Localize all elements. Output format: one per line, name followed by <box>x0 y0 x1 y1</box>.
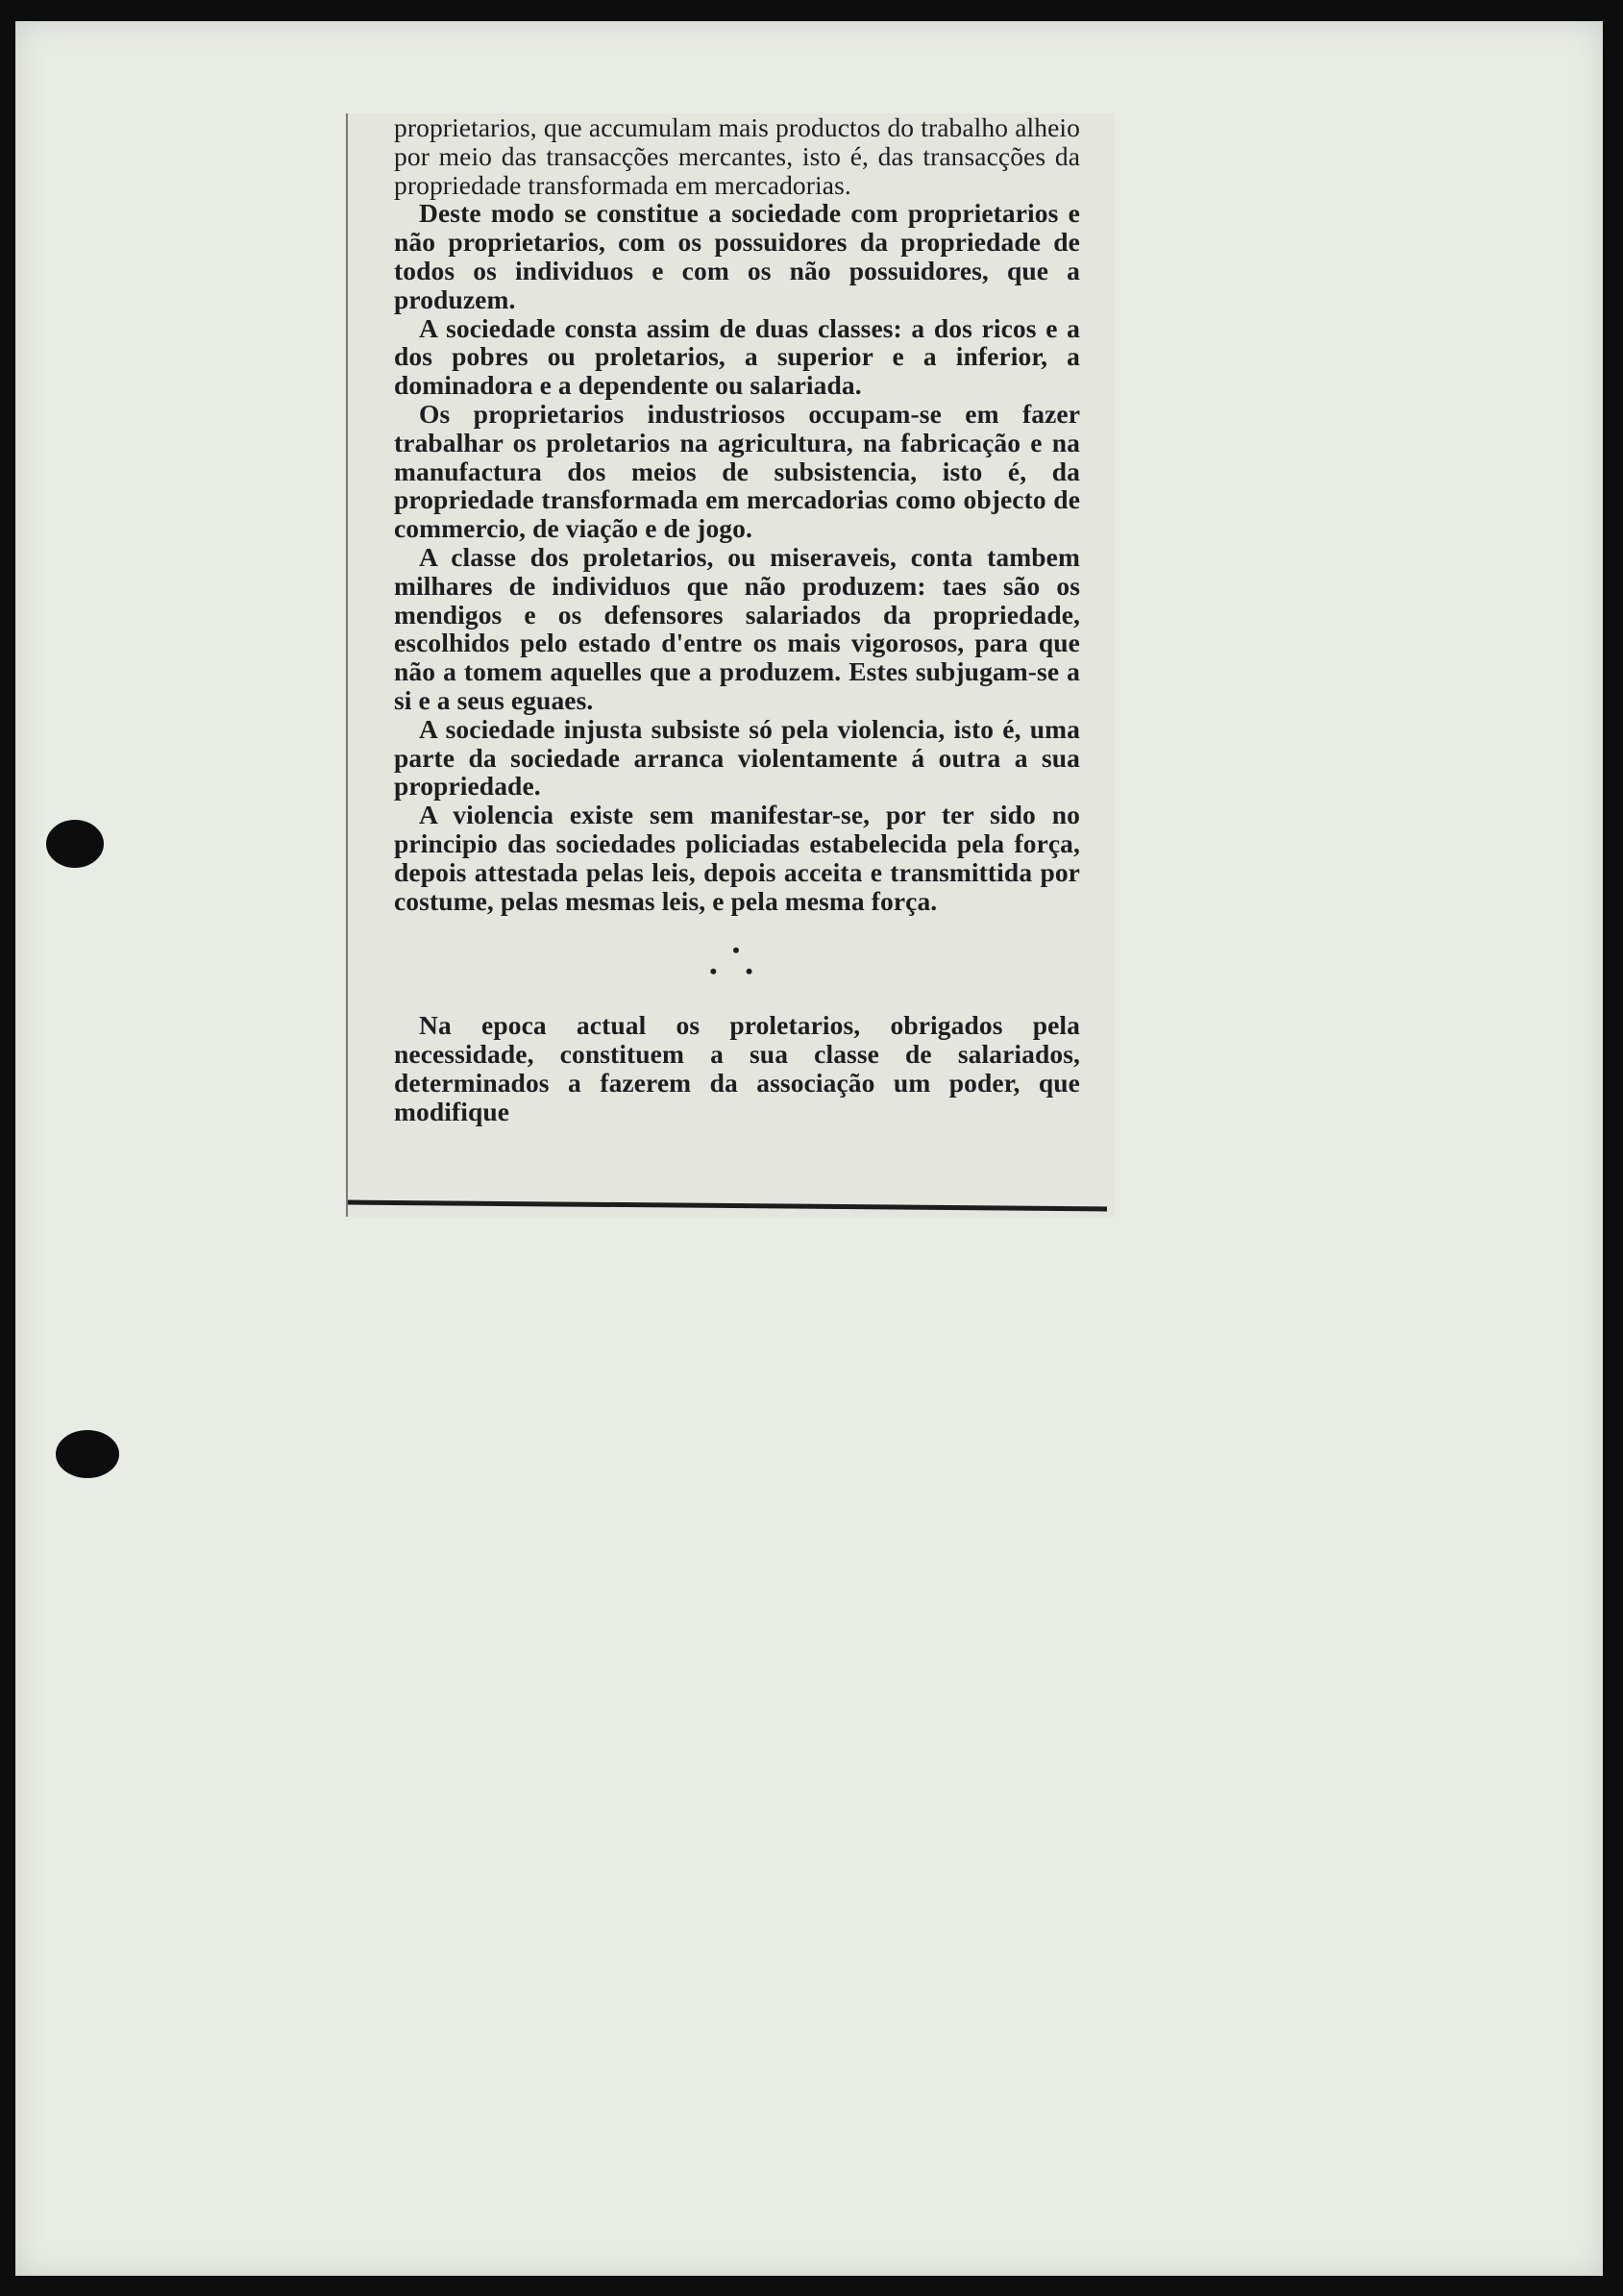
clipping-text <box>394 113 1080 1126</box>
paragraph: A sociedade injusta subsiste só pela violencia, isto é, uma parte da sociedade arranca violentamente á outra a sua propriedade. <box>394 713 1080 802</box>
final-paragraph: Na epoca actual os proletarios, obrigados pela necessidade, constituem a sua classe de salariados, determinados a fazerem da associação um poder, que modifique <box>394 1010 1080 1126</box>
newspaper-clipping <box>346 113 1115 1217</box>
punch-hole <box>46 820 104 868</box>
paragraph: proprietarios, que accumulam mais productos do trabalho alheio por meio das transacções mercantes, isto é, das transacções da propriedade transformada em mercadorias. <box>394 112 1080 200</box>
paragraph: A sociedade consta assim de duas classes: a dos ricos e a dos pobres ou proletarios, a superior e a inferior, a dominadora e a dependente ou salariada. <box>394 312 1080 401</box>
separator-bottom: • • <box>709 959 765 984</box>
paragraph: Os proprietarios industriosos occupam-se em fazer trabalhar os proletarios na agricultura, na fabricação e na manufactura dos meios de subsistencia, isto é, da propriedade transformada em mercadorias como objecto de commercio, de viação e de jogo. <box>394 398 1080 544</box>
section-separator <box>394 940 1080 982</box>
punch-hole <box>56 1430 119 1478</box>
paragraph: A classe dos proletarios, ou miseraveis, conta tambem milhares de individuos que não produzem: taes são os mendigos e os defensores salariados da propriedade, escolhidos pelo estado d'entre os mais vigorosos, para que não a tomem aquelles que a produzem. Estes subjugam-se a si e a seus eguaes. <box>394 541 1080 715</box>
paragraph: Deste modo se constitue a sociedade com proprietarios e não proprietarios, com os possuidores da propriedade de todos os individuos e com os não possuidores, que a produzem. <box>394 198 1080 314</box>
separator-top: • <box>732 938 751 963</box>
paragraph: A violencia existe sem manifestar-se, por ter sido no principio das sociedades policiadas estabelecida pela força, depois attestada pelas leis, depois acceita e transmittida por costume, pelas mesmas leis, e pela mesma força. <box>394 800 1080 916</box>
